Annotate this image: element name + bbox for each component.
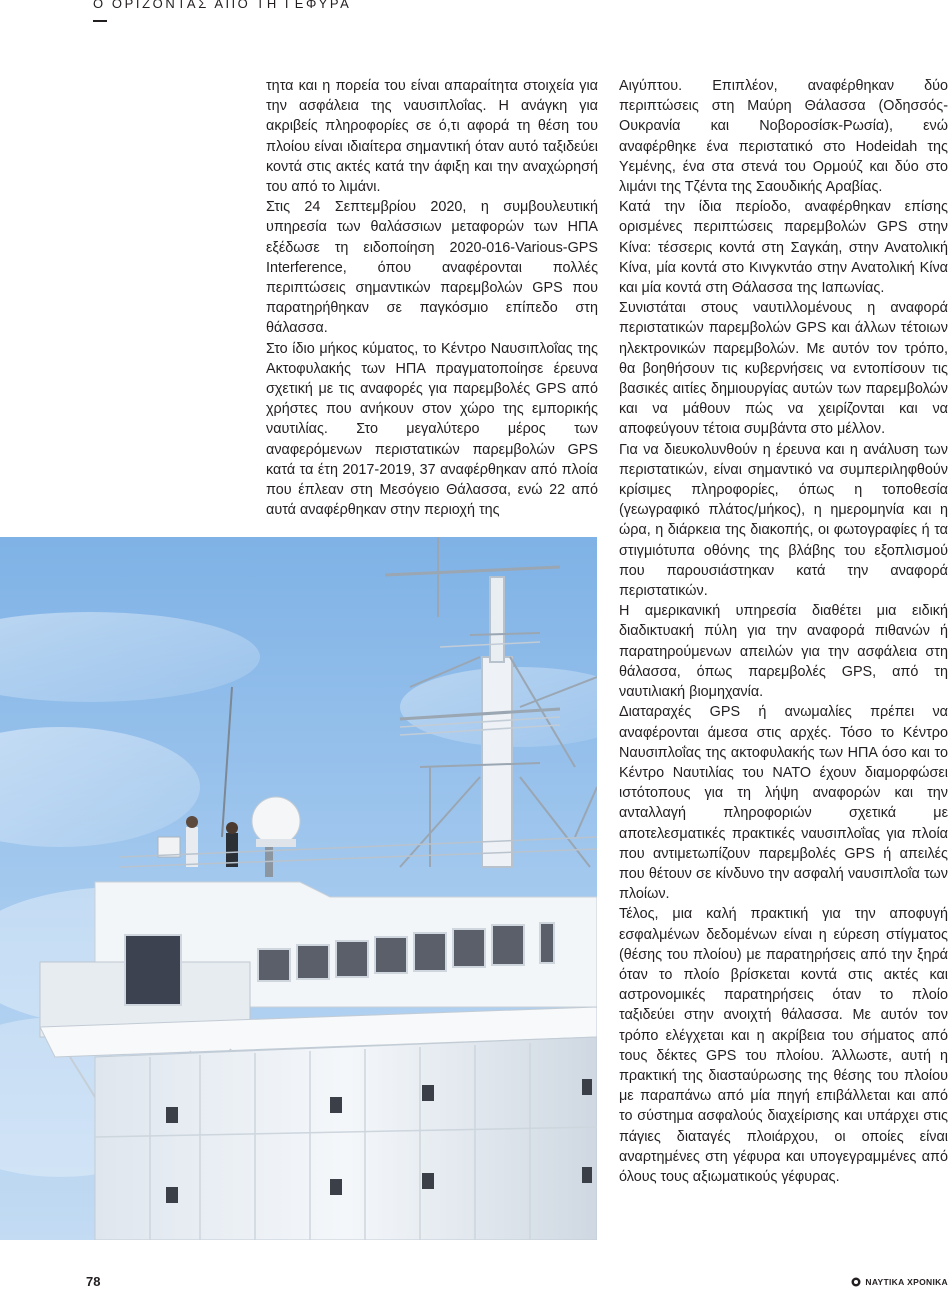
ship-wheel-icon (851, 1277, 861, 1287)
page-number: 78 (86, 1274, 101, 1289)
paragraph: Συνιστάται στους ναυτιλλομένους η αναφορά περιστατικών παρεμβολών GPS και άλλων τέτοιων ηλεκτρονικών παρεμβολών. Με αυτόν τον τρόπο, θα βοηθήσουν τις κυβερνήσεις να εντοπίσουν τις βασικές αιτίες δημιουργίας αυτών των παρεμβολών και να μάθουν πώς να χειρίζονται και να αποφεύγουν τέτοια συμβάντα στο μέλλον. (619, 300, 948, 438)
section-title: Ο ΟΡΙΖΟΝΤΑΣ ΑΠΟ ΤΗ ΓΕΦΥΡΑ (93, 0, 352, 11)
article-column-left (266, 76, 598, 546)
paragraph: Στις 24 Σεπτεμβρίου 2020, η συμβουλευτική υπηρεσία των θαλάσσιων μεταφορών των ΗΠΑ εξέδωσε τη ειδοποίηση 2020-016-Various-GPS Interference, όπου αναφέρονται πολλές περιπτώσεις σημαντικών παρεμβολών GPS που παρατηρήθηκαν σε παγκόσμιο επίπεδο στη θάλασσα. (266, 199, 598, 337)
accommodation-block (95, 1037, 597, 1240)
magazine-brand (851, 1277, 948, 1287)
bridge-wing-door (125, 935, 181, 1005)
paragraph: τητα και η πορεία του είναι απαραίτητα στοιχεία για την ασφάλεια της ναυσιπλοΐας. Η ανάγκη για ακριβείς πληροφορίες σε ό,τι αφορά τη θέση του πλοίου είναι ιδιαίτερα σημαντική όταν αυτό ταξιδεύει κοντά στις ακτές κατά την άφιξη και την αναχώρησή του από το λιμάνι. (266, 78, 598, 196)
paragraph: Για να διευκολυνθούν η έρευνα και η ανάλυση των περιστατικών, είναι σημαντικό να συμπεριληφθούν κρίσιμες πληροφορίες, όπως η τοποθεσία (γεωγραφικό πλάτος/μήκος), η ημερομηνία και η ώρα, η διάρκεια της διακοπής, οι φωτογραφίες ή τα στιγμιότυπα οθόνης της βλάβης του εξοπλισμού που παρουσιάστηκαν κατά την αναφορά περιστατικών. (619, 441, 948, 600)
paragraph: Η αμερικανική υπηρεσία διαθέτει μια ειδική διαδικτυακή πύλη για την αναφορά πιθανών ή παρατηρούμενων απειλών για την ασφάλεια στη θάλασσα, όπως παρεμβολές GPS, από τη ναυτιλιακή βιομηχανία. (619, 603, 948, 701)
paragraph: Κατά την ίδια περίοδο, αναφέρθηκαν επίσης ορισμένες περιπτώσεις παρεμβολών GPS στην Κίνα: τέσσερις κοντά στη Σαγκάη, στην Ανατολική Κίνα, μία κοντά στο Κινγκντάο στην Ανατολική Κίνα και μία κοντά στη Θάλασσα της Ιαπωνίας. (619, 199, 948, 297)
article-column-right (619, 76, 948, 1246)
ship-bridge-photo (0, 537, 597, 1240)
brand-name: ΝΑΥΤΙΚΑ ΧΡΟΝΙΚΑ (865, 1277, 948, 1287)
ship-bridge-illustration (0, 537, 597, 1240)
section-title-rule (93, 20, 107, 22)
paragraph: Διαταραχές GPS ή ανωμαλίες πρέπει να αναφέρονται άμεσα στις αρχές. Τόσο το Κέντρο Ναυσιπλοΐας της ακτοφυλακής των ΗΠΑ όσο και το Κέντρο Ναυτιλίας του ΝΑΤΟ έχουν διαμορφώσει ιστότοπους για τη λήψη αναφορών και την ανταλλαγή πληροφοριών σχετικά με αποτελεσματικές πρακτικές ναυσιπλοΐας για πλοία που αντιμετωπίζουν παρεμβολές GPS ή απειλές που θέτουν σε κίνδυνο την ασφαλή ναυσιπλοΐα των πλοίων. (619, 704, 948, 903)
paragraph: Τέλος, μια καλή πρακτική για την αποφυγή εσφαλμένων δεδομένων είναι η εύρεση στίγματος (θέσης του πλοίου) με παρατηρήσεις από την ξηρά όταν το πλοίο βρίσκεται κοντά στις ακτές και αστρονομικές παρατηρήσεις όταν το πλοίο ταξιδεύει στην ανοιχτή θάλασσα. Με αυτόν τον τρόπο ελέγχεται και η ακρίβεια του σήματος από τους δέκτες GPS του πλοίου. Άλλωστε, αυτή η πρακτική της διασταύρωσης της θέσης του πλοίου με παραπάνω από μία πηγή επιβάλλεται και από το σύστημα ασφαλούς διαχείρισης και υπάρχει στις πάγιες διαταγές πλοιάρχου, οι οποίες είναι αναρτημένες στη γέφυρα και υπογεγραμμένες από όλους τους αξιωματικούς γέφυρας. (619, 906, 948, 1185)
paragraph: Στο ίδιο μήκος κύματος, το Κέντρο Ναυσιπλοΐας της Ακτοφυλακής των ΗΠΑ πραγματοποίησε έρευνα σχετική με τις αναφορές για παρεμβολές GPS από χρήστες που ανήκουν στον χώρο της εμπορικής ναυτιλίας. Στο μεγαλύτερο μέρος των αναφερόμενων περιστατικών παρεμβολών GPS κατά τα έτη 2017-2019, 37 αναφέρθηκαν από πλοία που έπλεαν στη Μεσόγειο Θάλασσα, ενώ 22 από αυτά αναφέρθηκαν στην περιοχή της (266, 340, 598, 519)
paragraph: Αιγύπτου. Επιπλέον, αναφέρθηκαν δύο περιπτώσεις στη Μαύρη Θάλασσα (Οδησσός-Ουκρανία και Νοβοροσίσκ-Ρωσία), ενώ αναφέρθηκε ένα περιστατικό στο Hodeidah της Υεμένης, ένα στα στενά του Ορμούζ και δύο στο λιμάνι της Τζέντα της Σαουδικής Αραβίας. (619, 78, 948, 196)
